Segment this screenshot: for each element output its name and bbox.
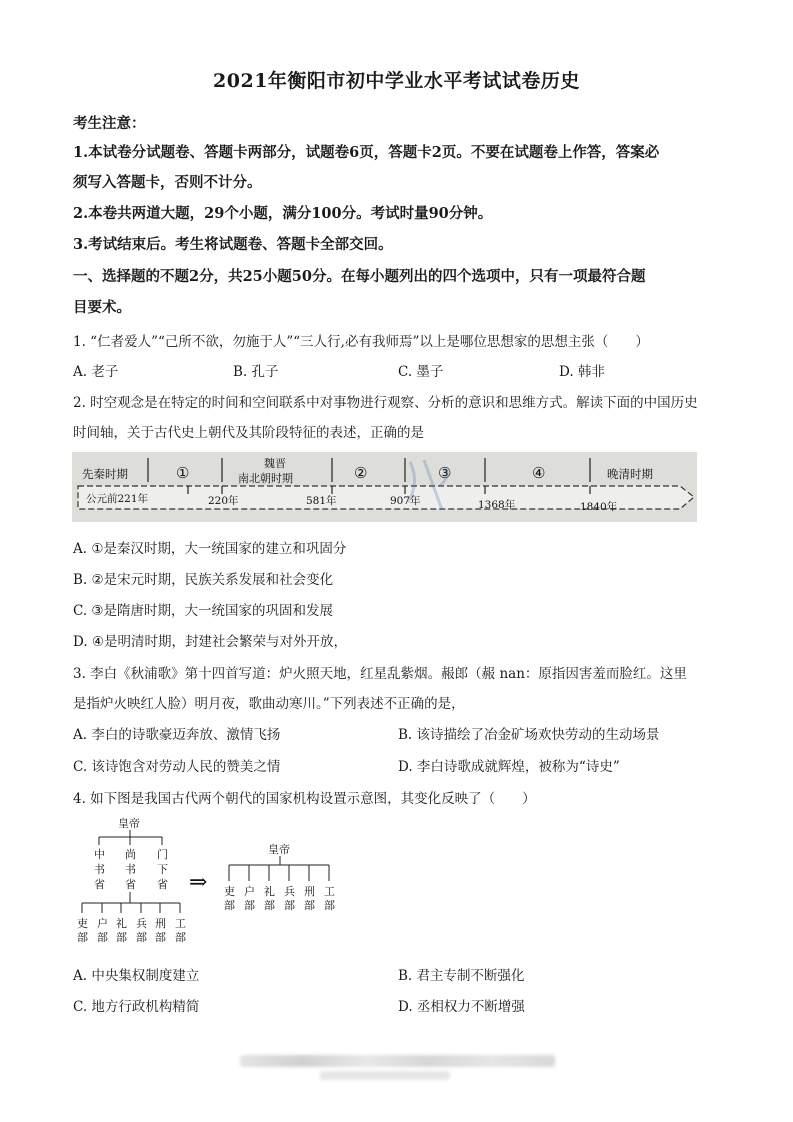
page-title: 2021年衡阳市初中学业水平考试试卷历史 [213,70,580,92]
timeline-label-2: ② [354,464,368,482]
svg-text:户: 户 [244,885,255,898]
history-timeline [72,452,697,522]
svg-text:刑: 刑 [155,917,166,930]
q2-stem-line-1: 2. 时空观念是在特定的时间和空间联系中对事物进行观察、分析的意识和思维方式。解读下面的中国历史 [73,395,698,411]
svg-text:部: 部 [116,931,127,944]
svg-text:兵: 兵 [136,917,147,930]
timeline-label-pre-qin: 先秦时期 [82,467,128,481]
svg-text:兵: 兵 [284,885,295,898]
svg-text:部: 部 [77,931,88,944]
svg-text:部: 部 [264,899,275,912]
svg-text:部: 部 [284,899,295,912]
svg-text:礼: 礼 [264,885,275,898]
q1-stem: 1. “仁者爱人”“己所不欲，勿施于人”“三人行,必有我师焉”以上是哪位思想家的思想主张（ ） [73,334,649,350]
svg-text:书: 书 [94,863,105,876]
timeline-label-weijin: 魏晋 [264,457,286,470]
timeline-year-220: 220年 [208,495,239,507]
change-arrow-icon: ⇒ [189,870,208,895]
svg-text:门: 门 [157,848,168,861]
q1-option-a: A. 老子 [73,364,119,380]
q3-option-a: A. 李白的诗歌豪迈奔放、激情飞扬 [73,727,281,743]
section-heading-line-2: 目要术。 [73,299,131,316]
svg-text:尚: 尚 [125,848,136,861]
q1-option-d: D. 韩非 [559,364,605,380]
left-emperor-label: 皇帝 [118,817,140,830]
q3-stem-line-2: 是指炉火映红人脸）明月夜，歌曲动寒川。”下列表述不正确的是， [73,696,465,712]
q4-stem: 4. 如下图是我国古代两个朝代的国家机构设置示意图，其变化反映了（ ） [73,791,536,807]
province-zhongshu [94,847,105,891]
q2-stem-line-2: 时间轴，关于古代史上朝代及其阶段特征的表述，正确的是 [73,425,424,441]
svg-text:礼: 礼 [116,917,127,930]
svg-text:部: 部 [244,899,255,912]
svg-text:工: 工 [175,917,186,930]
timeline-label-late-qing: 晚清时期 [607,467,653,481]
q2-option-a: A. ①是秦汉时期，大一统国家的建立和巩固分 [73,541,347,557]
svg-text:部: 部 [304,899,315,912]
left-ministries [77,916,186,944]
svg-text:省: 省 [125,878,136,891]
q3-stem-line-1: 3. 李白《秋浦歌》第十四首写道：炉火照天地，红星乱紫烟。赧郎（赧 nan：原指因害羞而脸红。这里 [73,666,687,682]
notice-line-3: 3.考试结束后。考生将试题卷、答题卡全部交回。 [73,236,393,253]
right-ministries [224,884,335,912]
blurred-footer-2 [320,1071,450,1080]
svg-text:书: 书 [125,863,136,876]
timeline-year-581: 581年 [306,495,337,507]
svg-text:下: 下 [157,863,168,876]
svg-text:刑: 刑 [304,885,315,898]
notice-line-1b: 须写入答题卡，否则不计分。 [73,174,262,191]
blurred-footer [240,1055,555,1067]
q2-option-d: D. ④是明清时期，封建社会繁荣与对外开放， [73,634,348,650]
notice-heading: 考生注意： [73,115,146,132]
q4-option-b: B. 君主专制不断强化 [398,968,525,984]
notice-line-1a: 1.本试卷分试题卷、答题卡两部分，试题卷6页，答题卡2页。不要在试题卷上作答，答案必 [73,144,660,161]
timeline-year-1840: 1840年 [580,501,618,513]
svg-text:省: 省 [94,878,105,891]
notice-line-2: 2.本卷共两道大题，29个小题，满分100分。考试时量90分钟。 [73,205,493,222]
q4-option-a: A. 中央集权制度建立 [73,968,200,984]
timeline-year-221bc: 公元前221年 [86,493,149,505]
q1-option-b: B. 孔子 [233,364,279,380]
svg-text:中: 中 [94,848,105,861]
svg-text:部: 部 [136,931,147,944]
q1-option-c: C. 墨子 [398,364,444,380]
timeline-label-nanbei: 南北朝时期 [238,472,293,485]
timeline-label-4: ④ [532,464,546,482]
svg-text:吏: 吏 [224,885,235,898]
svg-text:部: 部 [324,899,335,912]
q2-option-c: C. ③是隋唐时期，大一统国家的巩固和发展 [73,603,334,619]
q2-option-b: B. ②是宋元时期，民族关系发展和社会变化 [73,572,334,588]
q4-option-c: C. 地方行政机构精简 [73,999,200,1015]
q3-option-d: D. 李白诗歌成就辉煌，被称为“诗史” [398,759,620,775]
government-structure-diagram [72,815,362,955]
section-heading-line-1: 一、选择题的不题2分，共25小题50分。在每小题列出的四个选项中，只有一项最符合题 [73,268,646,285]
svg-text:省: 省 [157,878,168,891]
q3-option-c: C. 该诗饱含对劳动人民的赞美之情 [73,759,281,775]
timeline-year-1368: 1368年 [478,499,516,511]
right-emperor-label: 皇帝 [268,843,290,856]
svg-text:工: 工 [324,885,335,898]
q3-option-b: B. 该诗描绘了冶金矿场欢快劳动的生动场景 [398,727,660,743]
q4-option-d: D. 丞相权力不断增强 [398,999,525,1015]
svg-text:部: 部 [175,931,186,944]
province-shangshu [125,847,136,891]
timeline-year-907: 907年 [390,495,421,507]
timeline-label-1: ① [176,464,190,482]
svg-text:吏: 吏 [77,917,88,930]
province-menxia [157,847,168,891]
svg-text:户: 户 [97,917,108,930]
svg-text:部: 部 [224,899,235,912]
svg-text:部: 部 [97,931,108,944]
svg-text:部: 部 [155,931,166,944]
timeline-label-3: ③ [438,464,452,482]
